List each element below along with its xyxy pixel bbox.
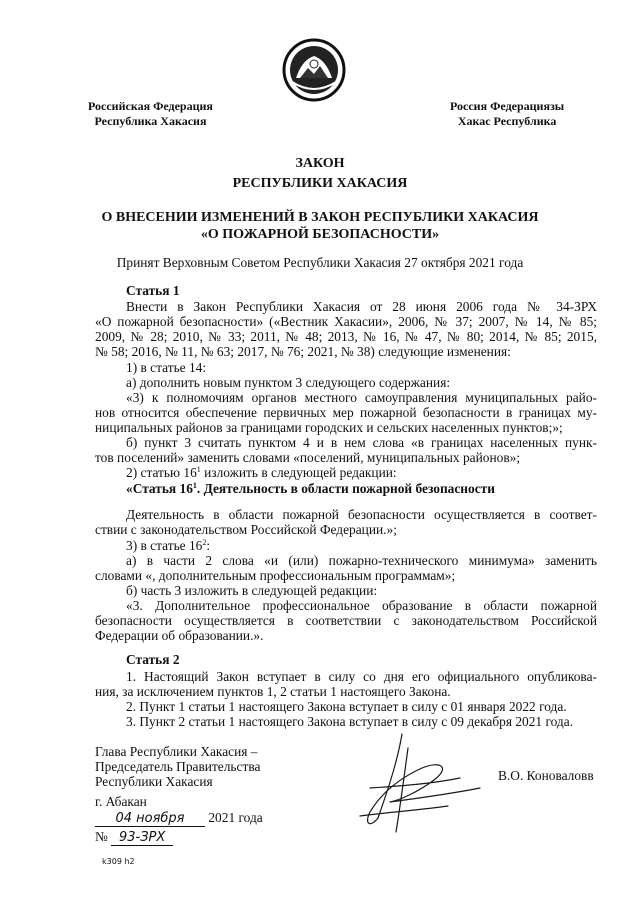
doc-subtitle-2: «О ПОЖАРНОЙ БЕЗОПАСНОСТИ»: [200, 227, 440, 242]
article1-line: 1) в статье 14:: [126, 360, 207, 375]
doc-title-law: ЗАКОН: [295, 156, 345, 171]
article2-line: 3. Пункт 2 статьи 1 настоящего Закона вступает в силу с 09 декабря 2021 года.: [126, 714, 574, 729]
date-line: [95, 810, 271, 827]
article1-line: Внести в Закон Республики Хакасия от 28 июня 2006 года № 34-ЗРХ: [126, 299, 597, 314]
article1-line: «3) к полномочиям органов местного самоуправления муниципальных райо-: [126, 390, 597, 405]
article1-line: б) пункт 3 считать пунктом 4 и в нем слова «в границах населенных пунк-: [126, 435, 597, 450]
header-left-line1: Российская Федерация: [88, 99, 213, 113]
article16-1-heading-text: «Статья 16: [126, 481, 193, 496]
article1-line: [126, 466, 628, 480]
article2-line: 1. Настоящий Закон вступает в силу со дня его официального опубликова-: [126, 669, 597, 684]
article1-line-sup: 2: [202, 538, 207, 547]
article1-line: ствии с законодательством Российской Федерации.»;: [95, 522, 397, 537]
article16-1-heading-sup: 1: [192, 481, 197, 490]
article1-line: «3. Дополнительное профессиональное образование в области пожарной: [126, 598, 597, 613]
signatory-title: [95, 744, 260, 789]
article1-line-text: :: [206, 538, 211, 553]
article1-line: тов поселений» заменить словами «поселений, муниципальных районов»;: [95, 450, 521, 465]
handwritten-number: 93-ЗРХ: [111, 830, 173, 846]
article1-line: Федерации об образовании.».: [95, 628, 264, 643]
signatory-title-line: Председатель Правительства: [95, 759, 261, 774]
number-label: №: [95, 829, 108, 844]
article2-line: 2. Пункт 1 статьи 1 настоящего Закона вступает в силу с 01 января 2022 года.: [126, 699, 567, 714]
signatory-name: В.О. Коноваловв: [498, 768, 594, 783]
article1-line-text: изложить в следующей редакции:: [200, 465, 397, 480]
handwritten-signature: [330, 728, 500, 836]
article16-1-heading: [126, 482, 628, 496]
article1-line-text: 2) статью 16: [126, 465, 197, 480]
article2-line: ния, за исключением пунктов 1, 2 статьи 1 настоящего Закона.: [95, 684, 451, 699]
article1-line: нов относится обеспечение первичных мер пожарной безопасности в границах му-: [95, 405, 597, 420]
header-left-line2: Республика Хакасия: [94, 114, 207, 128]
article1-line-text: 3) в статье 16: [126, 538, 203, 553]
handwritten-date: 04 ноября: [95, 811, 205, 827]
article1-line-sup: 1: [196, 465, 201, 474]
header-right-line1: Россия Федерациязы: [450, 99, 565, 113]
article1-line: № 58; 2016, № 11, № 63; 2017, № 76; 2021, № 38) следующие изменения:: [95, 344, 511, 359]
article1-line: безопасности осуществляется в соответствии с законодательством Российской: [95, 613, 597, 628]
article1-line: б) часть 3 изложить в следующей редакции:: [126, 583, 378, 598]
signatory-title-line: Глава Республики Хакасия –: [95, 744, 258, 759]
date-year: 2021 года: [208, 810, 263, 825]
article1-line: 2009, № 28; 2010, № 33; 2011, № 48; 2013, № 16, № 47, № 80; 2014, № 85; 2015,: [95, 329, 597, 344]
article16-1-heading-text: . Деятельность в области пожарной безопасности: [196, 481, 495, 496]
adoption-line: Принят Верховным Советом Республики Хакасия 27 октября 2021 года: [116, 255, 524, 270]
article1-line: Деятельность в области пожарной безопасности осуществляется в соответ-: [126, 507, 597, 522]
city-line: г. Абакан: [95, 794, 147, 809]
coat-of-arms-emblem: [282, 38, 346, 102]
article1-line: «О пожарной безопасности» («Вестник Хакасии», 2006, № 37; 2007, № 14, № 85;: [95, 314, 597, 329]
article1-line: [126, 539, 628, 553]
number-line: [95, 829, 173, 846]
doc-subtitle-1: О ВНЕСЕНИИ ИЗМЕНЕНИЙ В ЗАКОН РЕСПУБЛИКИ ХАКАСИЯ: [101, 210, 539, 225]
article1-line: а) в части 2 слова «и (или) пожарно-технического минимума» заменить: [126, 553, 597, 568]
article1-line: а) дополнить новым пунктом 3 следующего содержания:: [126, 375, 451, 390]
header-left: [88, 99, 213, 129]
article2-heading: Статья 2: [126, 652, 180, 667]
signatory-title-line: Республики Хакасия: [95, 774, 213, 789]
article1-line: ниципальных районов за границами городских и сельских населенных пунктов;»;: [95, 420, 563, 435]
doc-code: k309 h2: [102, 857, 135, 866]
article1-line: словами «, дополнительным профессиональным программам»;: [95, 568, 456, 583]
header-right: [450, 99, 564, 129]
doc-title-republic: РЕСПУБЛИКИ ХАКАСИЯ: [232, 176, 408, 191]
header-right-line2: Хакас Республика: [457, 114, 557, 128]
article1-heading: Статья 1: [126, 283, 180, 298]
